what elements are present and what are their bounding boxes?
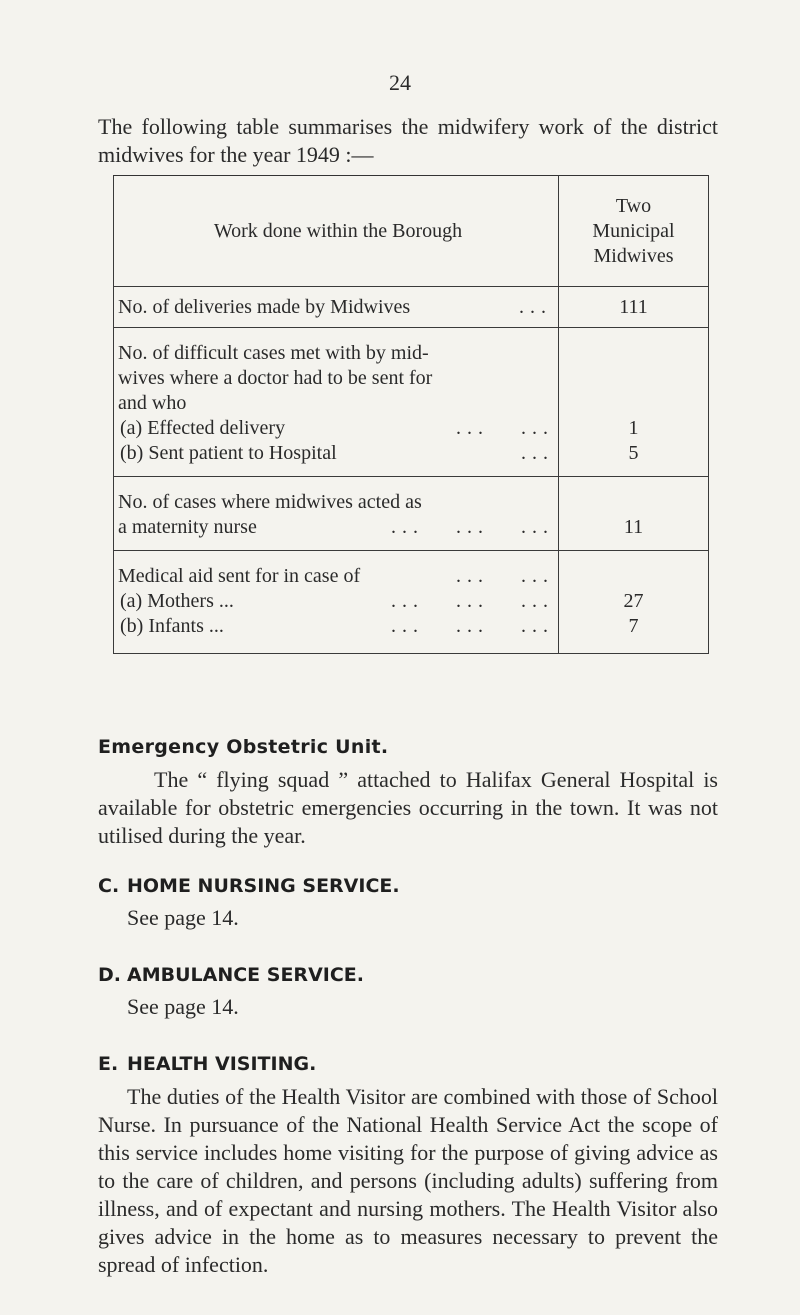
section-e-heading bbox=[98, 1053, 316, 1075]
row2-label-cell bbox=[114, 328, 559, 477]
row4-a-label: (a) Mothers ... bbox=[120, 590, 234, 612]
row4-label-cell bbox=[114, 551, 559, 654]
row4-label: Medical aid sent for in case of bbox=[118, 565, 361, 587]
row2-b bbox=[118, 441, 558, 466]
leader-dots: ... bbox=[391, 516, 424, 538]
row3-line-text: a maternity nurse bbox=[118, 516, 257, 538]
row2-line: No. of difficult cases met with by mid- bbox=[118, 342, 429, 364]
row3-line-2 bbox=[118, 515, 558, 540]
row4-a bbox=[118, 589, 558, 614]
row2-b-value: 5 bbox=[628, 442, 639, 464]
leader-dots: ... bbox=[456, 615, 489, 637]
leader-dots: ... bbox=[456, 516, 489, 538]
leader-dots: ... bbox=[521, 615, 554, 637]
row4-b bbox=[118, 614, 558, 639]
header-right-cell bbox=[559, 176, 709, 287]
row1-value-cell bbox=[559, 287, 709, 328]
leader-dots: ... bbox=[391, 590, 424, 612]
leader-dots: ... bbox=[456, 590, 489, 612]
row3-value: 11 bbox=[623, 516, 644, 538]
section-c-text: See page 14. bbox=[127, 905, 239, 930]
leader-dots: ... bbox=[521, 417, 554, 439]
section-c-heading bbox=[98, 875, 400, 897]
section-e-text: The duties of the Health Visitor are combined with those of School Nurse. In pursuance of the National Health Service Act the scope of this service includes home visiting for the purpose of giving advice as to the care of children, and persons (including adults) suffering from illness, and of expectant and nursing mothers. The Health Visitor also gives advice in the home as to measures necessary to prevent the spread of infection. bbox=[98, 1084, 718, 1277]
leader-dots: ... bbox=[521, 442, 554, 464]
header-right-line: Midwives bbox=[593, 244, 674, 267]
section-d-heading bbox=[98, 964, 364, 986]
row4-heading bbox=[118, 564, 558, 589]
leader-dots: ... bbox=[521, 516, 554, 538]
section-d-text: See page 14. bbox=[127, 994, 239, 1019]
table-row bbox=[114, 551, 709, 654]
header-right bbox=[559, 176, 708, 286]
table-row bbox=[114, 287, 709, 328]
row1-label-text: No. of deliveries made by Midwives bbox=[118, 295, 411, 318]
leader-dots: ... bbox=[521, 565, 554, 587]
row2-value-cell bbox=[559, 328, 709, 477]
row2-a bbox=[118, 416, 558, 441]
row2-b-label: (b) Sent patient to Hospital bbox=[120, 442, 337, 464]
section-letter: D. bbox=[98, 964, 121, 986]
leader-dots: ... bbox=[456, 417, 489, 439]
intro-paragraph: The following table summarises the midwifery work of the district midwives for the year 1949 :— bbox=[98, 114, 718, 167]
section-title: AMBULANCE SERVICE. bbox=[127, 964, 364, 986]
row4-b-label: (b) Infants ... bbox=[120, 615, 224, 637]
emergency-heading: Emergency Obstetric Unit. bbox=[98, 736, 389, 758]
table-row bbox=[114, 477, 709, 551]
leader-dots: ... bbox=[519, 295, 552, 318]
table-header-row bbox=[114, 176, 709, 287]
row2-a-label: (a) Effected delivery bbox=[120, 417, 286, 439]
section-title: HEALTH VISITING. bbox=[127, 1053, 317, 1075]
row3-label-cell bbox=[114, 477, 559, 551]
row2-line: wives where a doctor had to be sent for bbox=[118, 367, 433, 389]
row4-b-value: 7 bbox=[628, 615, 639, 637]
emergency-paragraph: The “ flying squad ” attached to Halifax General Hospital is available for obstetric emergencies occurring in the town. It was not utilised during the year. bbox=[98, 767, 718, 848]
row2-a-value: 1 bbox=[628, 417, 639, 439]
midwifery-table bbox=[113, 175, 709, 654]
section-letter: E. bbox=[98, 1053, 119, 1075]
row4-value-cell bbox=[559, 551, 709, 654]
row1-value: 111 bbox=[619, 295, 648, 318]
section-title: HOME NURSING SERVICE. bbox=[127, 875, 400, 897]
header-right-line: Municipal bbox=[592, 219, 675, 242]
row2-line: and who bbox=[118, 392, 187, 414]
row4-a-value: 27 bbox=[623, 590, 644, 612]
row3-line: No. of cases where midwives acted as bbox=[118, 491, 422, 513]
header-left-cell bbox=[114, 176, 559, 287]
header-right-line: Two bbox=[615, 194, 652, 217]
table-row bbox=[114, 328, 709, 477]
row3-value-cell bbox=[559, 477, 709, 551]
page-number: 24 bbox=[389, 70, 411, 95]
row1-label-cell bbox=[114, 287, 559, 328]
leader-dots: ... bbox=[391, 615, 424, 637]
leader-dots: ... bbox=[521, 590, 554, 612]
row1-label bbox=[118, 287, 558, 327]
header-left: Work done within the Borough bbox=[213, 219, 463, 242]
section-letter: C. bbox=[98, 875, 120, 897]
leader-dots: ... bbox=[456, 565, 489, 587]
